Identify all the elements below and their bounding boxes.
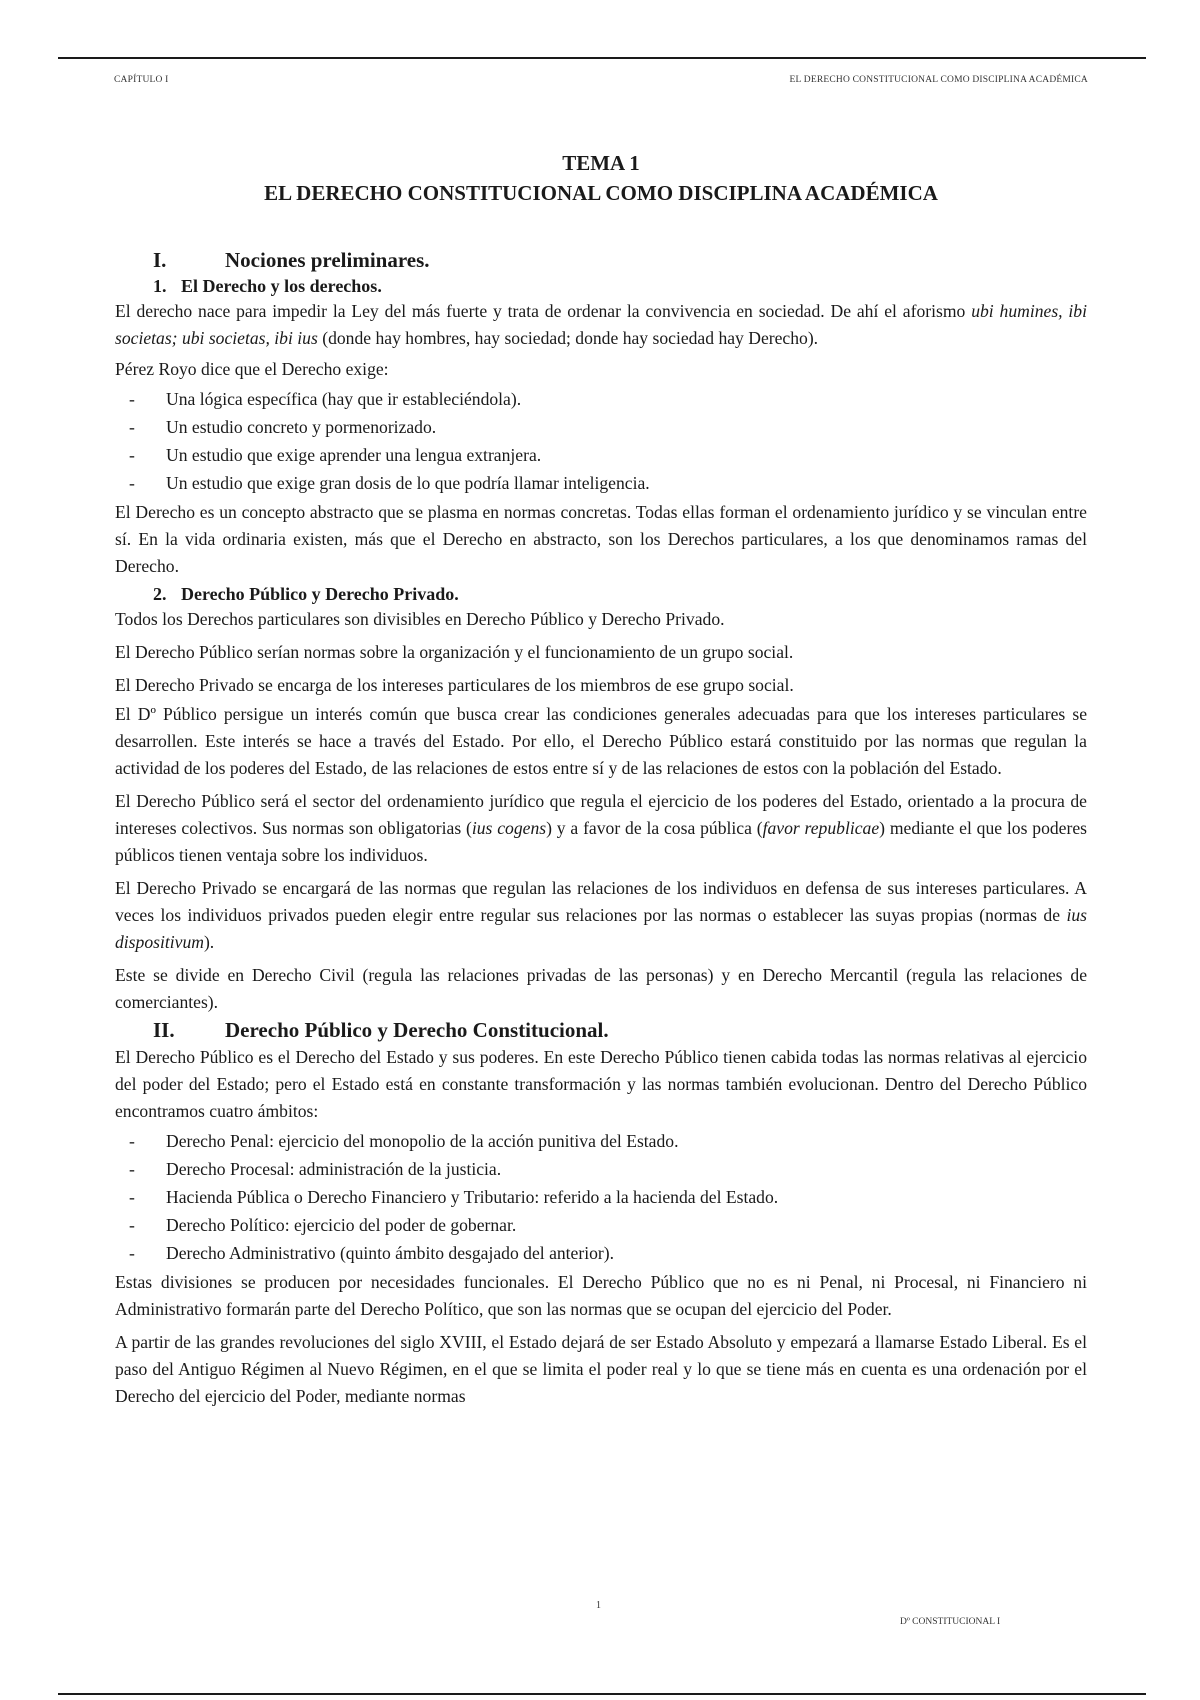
section-number: II. xyxy=(153,1018,175,1042)
running-header-left: CAPÍTULO I xyxy=(114,75,169,85)
section-title: Nociones preliminares. xyxy=(225,248,430,272)
paragraph: El Derecho Público será el sector del ordenamiento jurídico que regula el ejercicio de los poderes del Estado, orientado a la procura de intereses colectivos. Sus normas son obligatorias (ius cogens) y a favor de la cosa pública (favor republicae) mediante el que los poderes públicos tienen ventaja sobre los individuos. xyxy=(115,791,1087,865)
list-item: - Hacienda Pública o Derecho Financiero y Tributario: referido a la hacienda del Estado. xyxy=(115,1183,1087,1211)
paragraph: El Derecho Público es el Derecho del Estado y sus poderes. En este Derecho Público tienen cabida todas las normas relativas al ejercicio del poder del Estado; pero el Estado está en constante transformación y las normas también evolucionan. Dentro del Derecho Público encontramos cuatro ámbitos: xyxy=(115,1047,1087,1121)
requirements-list xyxy=(115,385,1087,497)
paragraph: A partir de las grandes revoluciones del siglo XVIII, el Estado dejará de ser Estado Absoluto y empezará a llamarse Estado Liberal. Es el paso del Antiguo Régimen al Nuevo Régimen, en el que se limita el poder real y lo que se tiene más en cuenta es una ordenación por el Derecho del ejercicio del Poder, mediante normas xyxy=(115,1332,1087,1406)
document-title-line-2: EL DERECHO CONSTITUCIONAL COMO DISCIPLINA ACADÉMICA xyxy=(264,181,938,205)
footer-rule xyxy=(58,1693,1146,1695)
section-heading-2 xyxy=(115,1016,1087,1044)
list-item: - Un estudio que exige aprender una lengua extranjera. xyxy=(115,441,1087,469)
paragraph: Todos los Derechos particulares son divisibles en Derecho Público y Derecho Privado. xyxy=(115,609,725,629)
latin-term: ius cogens xyxy=(471,818,547,838)
document-title-line-1: TEMA 1 xyxy=(562,151,640,175)
list-item: - Un estudio concreto y pormenorizado. xyxy=(115,413,1087,441)
list-item: - Derecho Administrativo (quinto ámbito desgajado del anterior). xyxy=(115,1239,1087,1267)
subsection-number: 1. xyxy=(153,276,167,296)
paragraph: Este se divide en Derecho Civil (regula las relaciones privadas de las personas) y en Derecho Mercantil (regula las relaciones de comerciantes). xyxy=(115,965,1087,1012)
list-item: - Derecho Político: ejercicio del poder de gobernar. xyxy=(115,1211,1087,1239)
paragraph: El Derecho Público serían normas sobre la organización y el funcionamiento de un grupo social. xyxy=(115,642,794,662)
page-body xyxy=(115,148,1087,1414)
paragraph: El Derecho Privado se encargará de las normas que regulan las relaciones de los individuos en defensa de sus intereses particulares. A veces los individuos privados pueden elegir entre regular sus relaciones por las normas o establecer las suyas propias (normas de ius dispositivum). xyxy=(115,878,1087,952)
subsection-heading-1-1 xyxy=(115,274,1087,298)
running-footer-right: Dº CONSTITUCIONAL I xyxy=(900,1617,1001,1627)
latin-aphorism: ubi humines, ibi societas; ubi societas, ibi ius xyxy=(115,301,1087,348)
subsection-title: El Derecho y los derechos. xyxy=(181,276,382,296)
page-number: 1 xyxy=(596,1600,601,1611)
paragraph: Estas divisiones se producen por necesidades funcionales. El Derecho Público que no es ni Penal, ni Procesal, ni Financiero ni Administrativo formarán parte del Derecho Político, que son las normas que se ocupan del ejercicio del Poder. xyxy=(115,1272,1087,1319)
section-title: Derecho Público y Derecho Constitucional. xyxy=(225,1018,609,1042)
paragraph: El Derecho es un concepto abstracto que se plasma en normas concretas. Todas ellas forman el ordenamiento jurídico y se vinculan entre sí. En la vida ordinaria existen, más que el Derecho en abstracto, son los Derechos particulares, a los que denominamos ramas del Derecho. xyxy=(115,502,1087,576)
latin-term: ius dispositivum xyxy=(115,905,1087,952)
section-number: I. xyxy=(153,248,167,272)
paragraph: El derecho nace para impedir la Ley del más fuerte y trata de ordenar la convivencia en sociedad. De ahí el aforismo ubi humines, ibi societas; ubi societas, ibi ius (donde hay hombres, hay sociedad; donde hay sociedad hay Derecho). xyxy=(115,301,1087,348)
public-law-areas-list xyxy=(115,1127,1087,1267)
list-item: - Un estudio que exige gran dosis de lo que podría llamar inteligencia. xyxy=(115,469,1087,497)
header-rule xyxy=(58,57,1146,59)
running-header-right: EL DERECHO CONSTITUCIONAL COMO DISCIPLINA ACADÉMICA xyxy=(789,75,1088,85)
list-item: - Una lógica específica (hay que ir estableciéndola). xyxy=(115,385,1087,413)
list-item: - Derecho Procesal: administración de la justicia. xyxy=(115,1155,1087,1183)
paragraph: Pérez Royo dice que el Derecho exige: xyxy=(115,359,389,379)
paragraph: El Derecho Privado se encarga de los intereses particulares de los miembros de ese grupo social. xyxy=(115,675,794,695)
section-heading-1 xyxy=(115,246,1087,274)
list-item: - Derecho Penal: ejercicio del monopolio de la acción punitiva del Estado. xyxy=(115,1127,1087,1155)
latin-term: favor republicae xyxy=(762,818,880,838)
paragraph: El Dº Público persigue un interés común que busca crear las condiciones generales adecuadas para que los intereses particulares se desarrollen. Este interés se hace a través del Estado. Por ello, el Derecho Público estará constituido por las normas que regulan la actividad de los poderes del Estado, de las relaciones de estos entre sí y de las relaciones de estos con la población del Estado. xyxy=(115,704,1087,778)
subsection-title: Derecho Público y Derecho Privado. xyxy=(181,584,459,604)
subsection-heading-1-2 xyxy=(115,582,1087,606)
subsection-number: 2. xyxy=(153,584,167,604)
